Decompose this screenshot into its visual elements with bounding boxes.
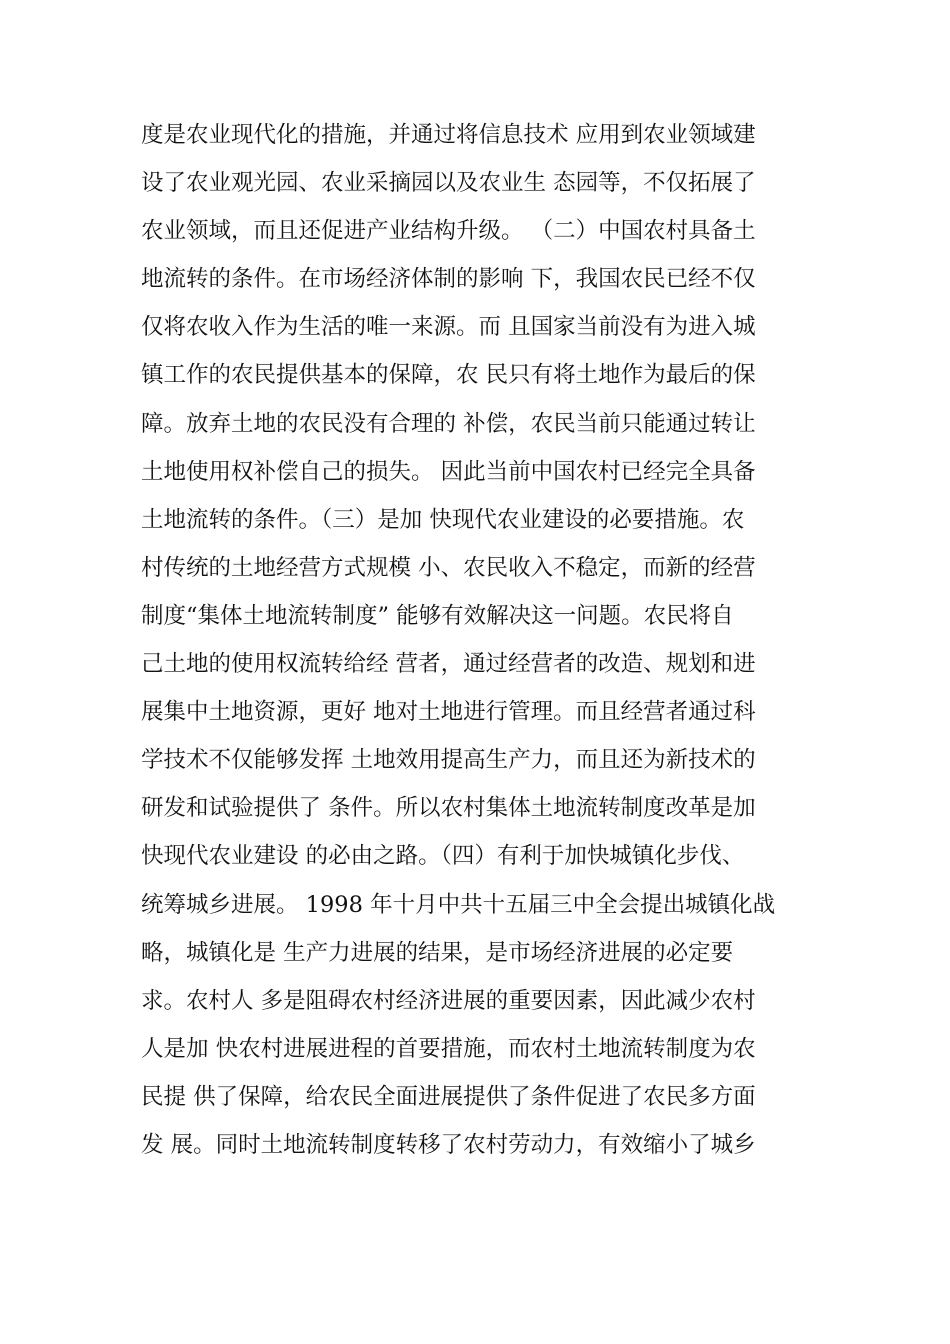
- text-line: 民提 供了保障，给农民全面进展提供了条件促进了农民多方面: [141, 1083, 756, 1110]
- text-line: 度是农业现代化的措施，并通过将信息技术 应用到农业领域建: [141, 122, 756, 148]
- text-line: 己土地的使用权流转给经 营者，通过经营者的改造、规划和进: [141, 651, 756, 678]
- text-line: 展集中土地资源，更好 地对土地进行管理。而且经营者通过科: [141, 699, 756, 726]
- text-line: 学技术不仅能够发挥 土地效用提高生产力，而且还为新技术的: [141, 747, 756, 774]
- text-line: 人是加 快农村进展进程的首要措施，而农村土地流转制度为农: [141, 1035, 756, 1062]
- text-line: 求。农村人 多是阻碍农村经济进展的重要因素，因此减少农村: [141, 987, 756, 1014]
- text-line: 快现代农业建设 的必由之路。（四）有利于加快城镇化步伐、: [141, 843, 745, 870]
- text-line: 土地使用权补偿自己的损失。 因此当前中国农村已经完全具备: [141, 458, 756, 485]
- text-line: 地流转的条件。在市场经济体制的影响 下，我国农民已经不仅: [141, 266, 756, 293]
- text-line: 制度“集体土地流转制度” 能够有效解决这一问题。农民将自: [141, 602, 734, 629]
- text-line: 统筹城乡进展。 1998 年十月中共十五届三中全会提出城镇化战: [141, 891, 776, 918]
- text-line: 村传统的土地经营方式规模 小、农民收入不稳定，而新的经营: [141, 554, 756, 581]
- text-line: 发 展。同时土地流转制度转移了农村劳动力，有效缩小了城乡: [141, 1131, 756, 1158]
- text-line: 障。放弃土地的农民没有合理的 补偿，农民当前只能通过转让: [141, 410, 756, 437]
- text-line: 略，城镇化是 生产力进展的结果，是市场经济进展的必定要: [141, 939, 734, 966]
- text-line: 研发和试验提供了 条件。所以农村集体土地流转制度改革是加: [141, 795, 756, 822]
- text-line: 设了农业观光园、农业采摘园以及农业生 态园等，不仅拓展了: [141, 170, 756, 197]
- text-line: 农业领域，而且还促进产业结构升级。 （二）中国农村具备土: [141, 218, 756, 245]
- text-line: 镇工作的农民提供基本的保障，农 民只有将土地作为最后的保: [141, 362, 756, 389]
- body-text: [141, 111, 841, 1169]
- text-line: 仅将农收入作为生活的唯一来源。而 且国家当前没有为进入城: [141, 314, 756, 341]
- text-line: 土地流转的条件。（三）是加 快现代农业建设的必要措施。农: [141, 506, 745, 533]
